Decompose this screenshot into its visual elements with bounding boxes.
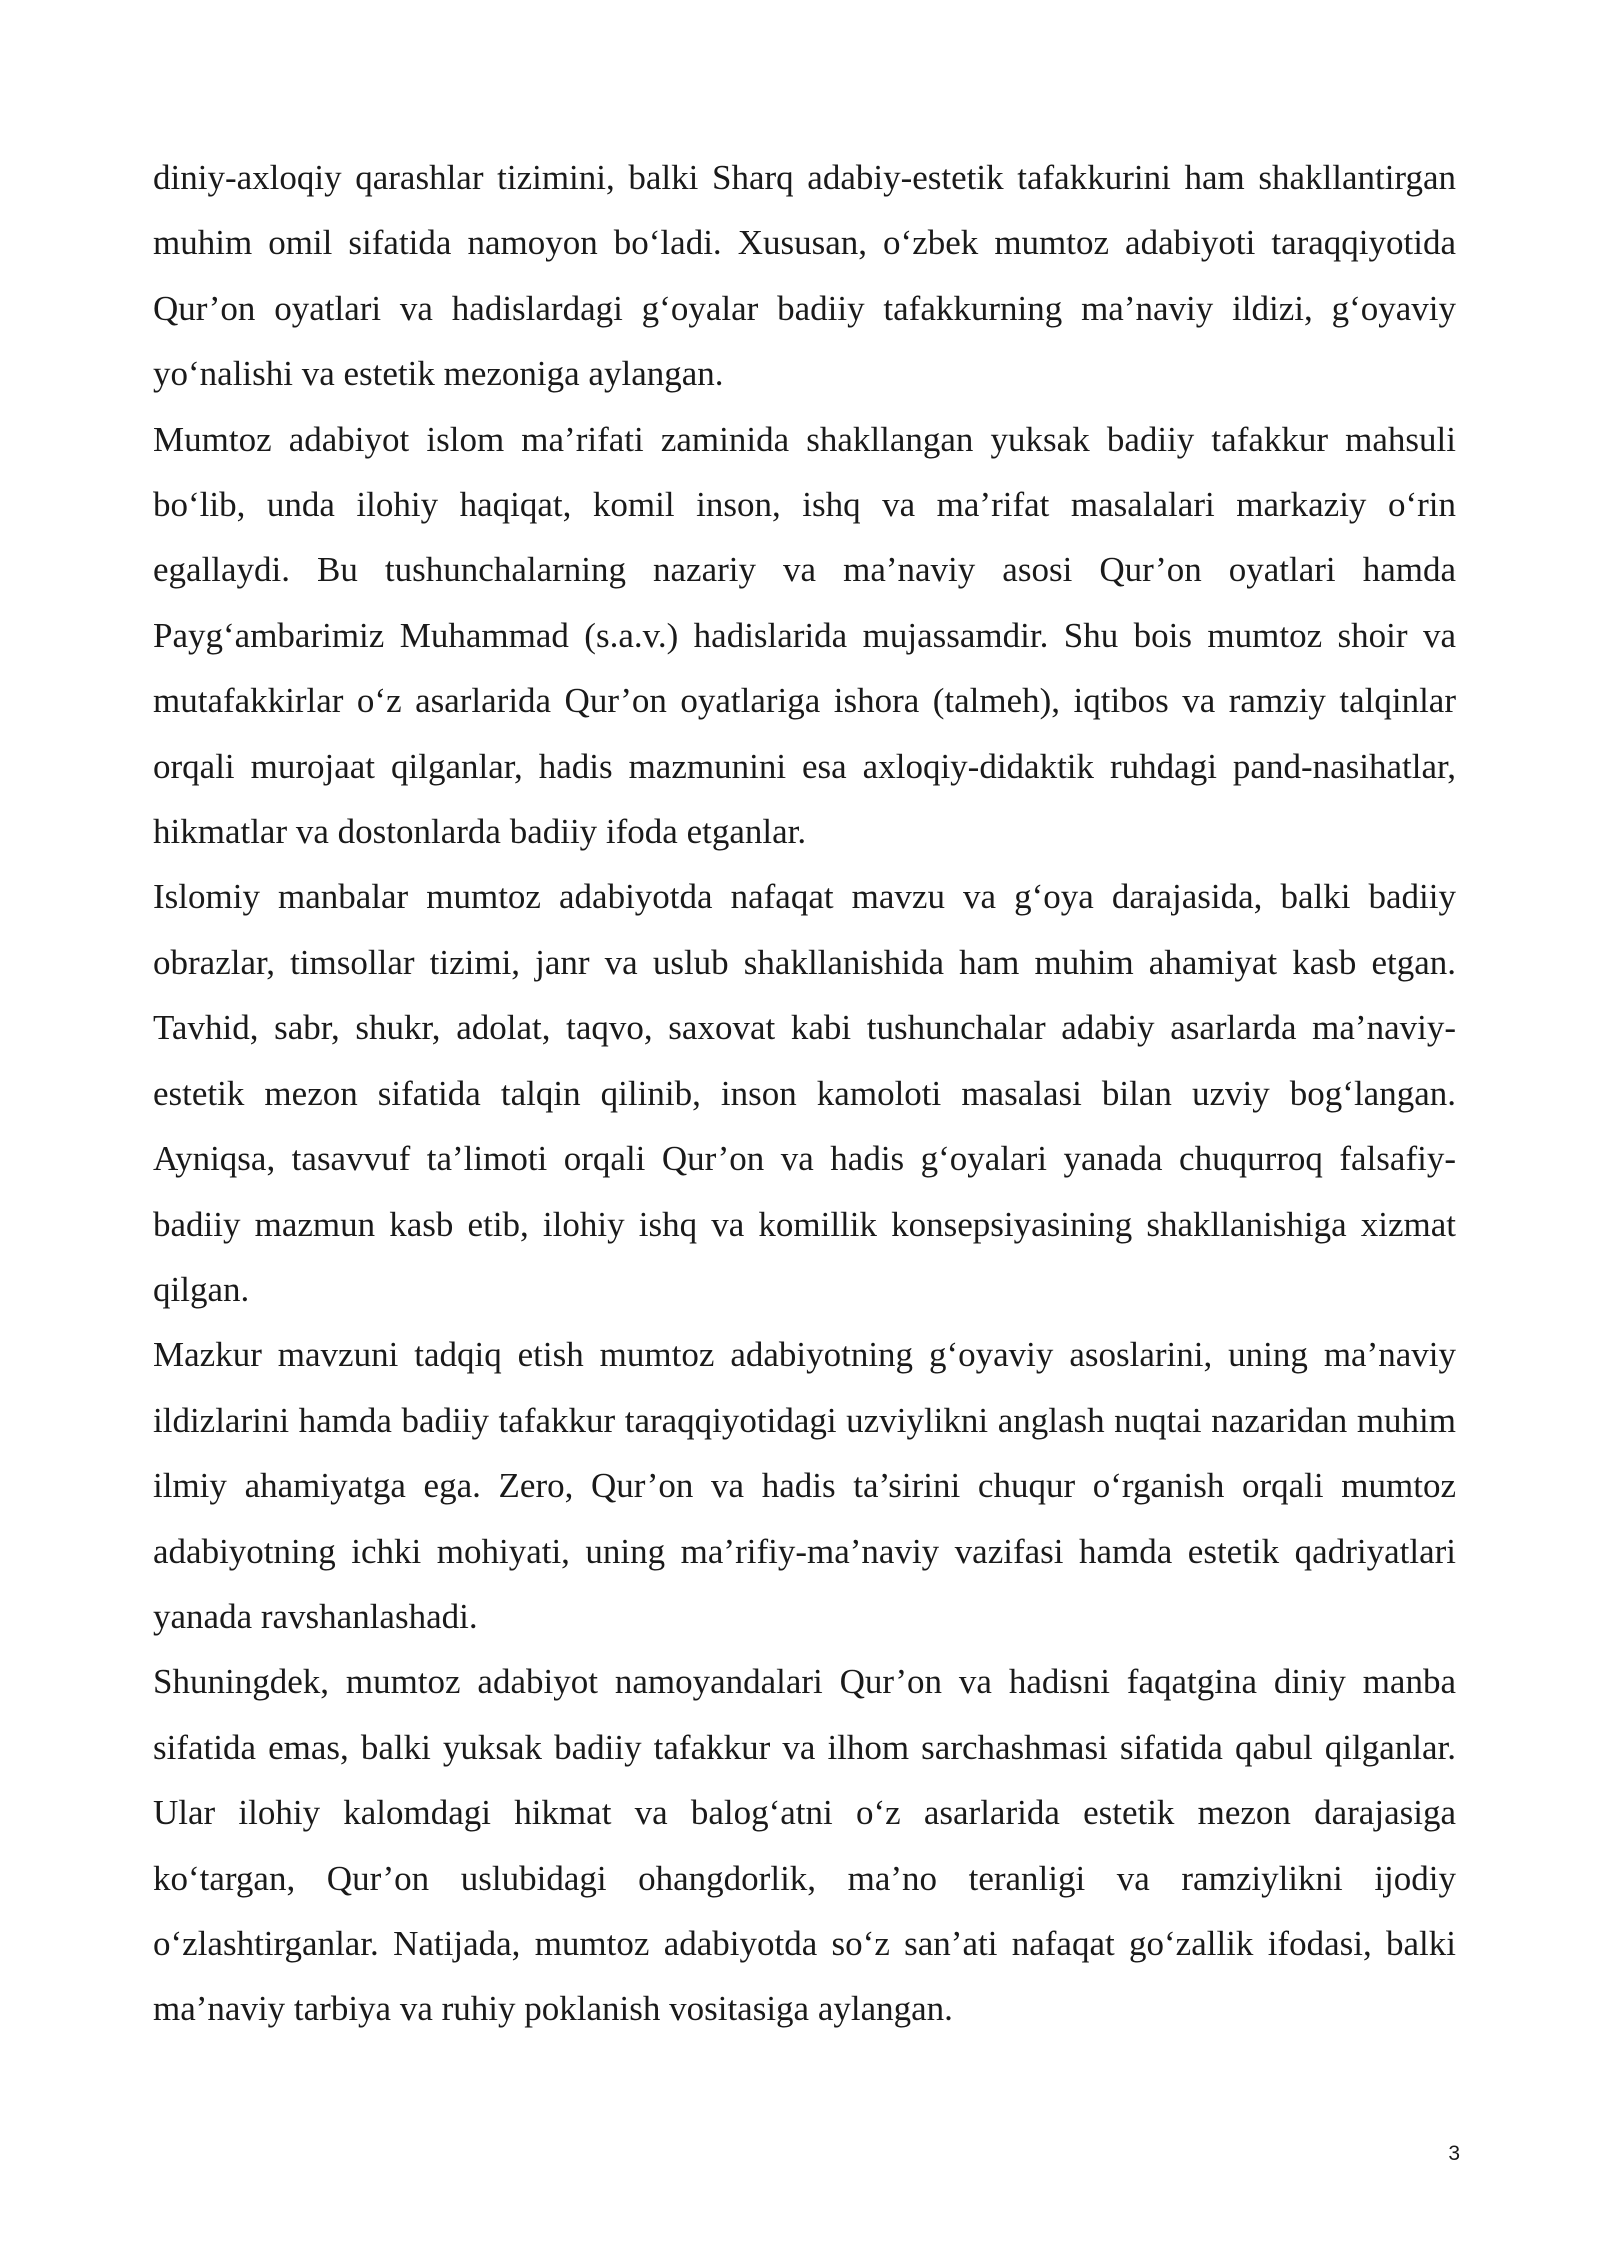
page-number: 3 — [1448, 2142, 1460, 2165]
paragraph-1: diniy-axloqiy qarashlar tizimini, balki Sharq adabiy-estetik tafakkurini ham shakllantirgan muhim omil sifatida namoyon bo‘ladi. Xususan, o‘zbek mumtoz adabiyoti taraqqiyotida Qur’on oyatlari va hadislardagi g‘oyalar badiiy tafakkurning ma’naviy ildizi, g‘oyaviy yo‘nalishi va estetik mezoniga aylangan. — [153, 158, 1456, 394]
paragraph-4: Mazkur mavzuni tadqiq etish mumtoz adabiyotning g‘oyaviy asoslarini, uning ma’naviy ildizlarini hamda badiiy tafakkur taraqqiyotidagi uzviylikni anglash nuqtai nazaridan muhim ilmiy ahamiyatga ega. Zero, Qur’on va hadis ta’sirini chuqur o‘rganish orqali mumtoz adabiyotning ichki mohiyati, uning ma’rifiy-ma’naviy vazifasi hamda estetik qadriyatlari yanada ravshanlashadi. — [153, 1335, 1456, 1636]
paragraph-5: Shuningdek, mumtoz adabiyot namoyandalari Qur’on va hadisni faqatgina diniy manba sifatida emas, balki yuksak badiiy tafakkur va ilhom sarchashmasi sifatida qabul qilganlar. Ular ilohiy kalomdagi hikmat va balog‘atni o‘z asarlarida estetik mezon darajasiga ko‘targan, Qur’on uslubidagi ohangdorlik, ma’no teranligi va ramziylikni ijodiy o‘zlashtirganlar. Natijada, mumtoz adabiyotda so‘z san’ati nafaqat go‘zallik ifodasi, balki ma’naviy tarbiya va ruhiy poklanish vositasiga aylangan. — [153, 1662, 1456, 2029]
paragraph-3: Islomiy manbalar mumtoz adabiyotda nafaqat mavzu va g‘oya darajasida, balki badiiy obrazlar, timsollar tizimi, janr va uslub shakllanishida ham muhim ahamiyat kasb etgan. Tavhid, sabr, shukr, adolat, taqvo, saxovat kabi tushunchalar adabiy asarlarda ma’naviy-estetik mezon sifatida talqin qilinib, inson kamoloti masalasi bilan uzviy bog‘langan. Ayniqsa, tasavvuf ta’limoti orqali Qur’on va hadis g‘oyalari yanada chuqurroq falsafiy-badiiy mazmun kasb etib, ilohiy ishq va komillik konsepsiyasining shakllanishiga xizmat qilgan. — [153, 877, 1456, 1309]
paragraph-2: Mumtoz adabiyot islom ma’rifati zaminida shakllangan yuksak badiiy tafakkur mahsuli bo‘lib, unda ilohiy haqiqat, komil inson, ishq va ma’rifat masalalari markaziy o‘rin egallaydi. Bu tushunchalarning nazariy va ma’naviy asosi Qur’on oyatlari hamda Payg‘ambarimiz Muhammad (s.a.v.) hadislarida mujassamdir. Shu bois mumtoz shoir va mutafakkirlar o‘z asarlarida Qur’on oyatlariga ishora (talmeh), iqtibos va ramziy talqinlar orqali murojaat qilganlar, hadis mazmunini esa axloqiy-didaktik ruhdagi pand-nasihatlar, hikmatlar va dostonlarda badiiy ifoda etganlar. — [153, 419, 1456, 852]
body-text — [153, 145, 1456, 2042]
